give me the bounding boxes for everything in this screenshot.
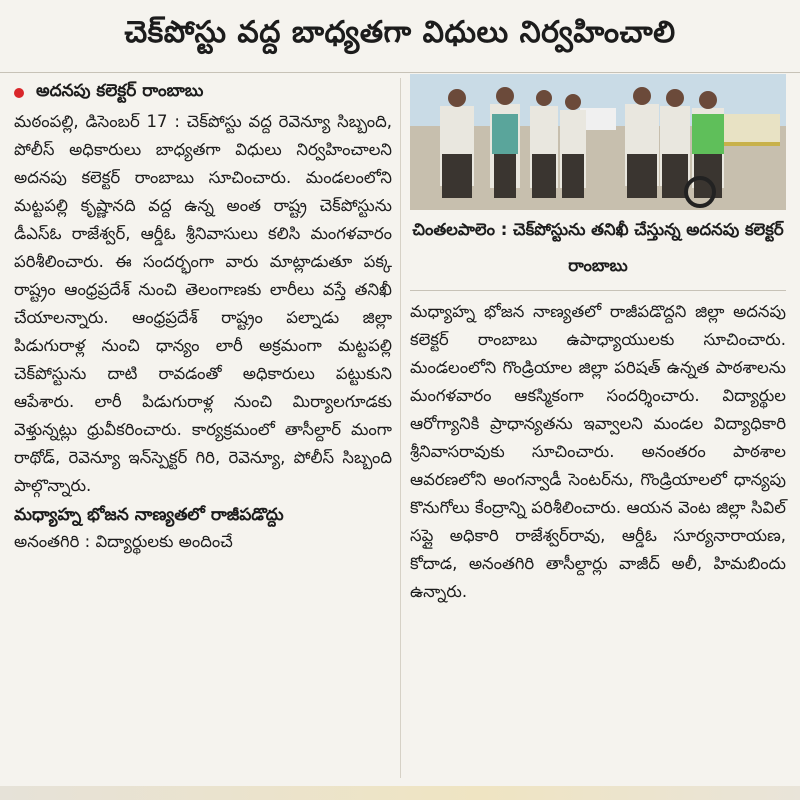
column-divider [400,78,401,778]
byline [14,78,392,108]
subheadline: మధ్యాహ్న భోజన నాణ్యతలో రాజీపడొద్దు [14,505,284,525]
right-column [410,298,786,606]
article2-intro: అనంతగిరి : విద్యార్థులకు అందించే [14,532,233,551]
headline: చెక్‌పోస్టు వద్ద బాధ్యతగా విధులు నిర్వహించాలి [0,0,800,73]
article2-body: మధ్యాహ్న భోజన నాణ్యతలో రాజీపడొద్దని జిల్లా అదనపు కలెక్టర్ రాంబాబు ఉపాధ్యాయులకు సూచించారు. మండలంలోని గొండ్రియాల జిల్లా పరిషత్ ఉన్నత పాఠశాలను మంగళవారం ఆకస్మికంగా సందర్శించారు. విద్యార్థుల ఆరోగ్యానికి ప్రాధాన్యతను ఇవ్వాలని మండల విద్యాధికారి శ్రీనివాసరావుకు సూచించారు. అనంతరం పాఠశాల ఆవరణలోని అంగన్వాడీ సెంటర్‌ను, గొండ్రియాలలో ధాన్యపు కొనుగోలు కేంద్రాన్ని పరిశీలించారు. ఆయన వెంట జిల్లా సివిల్ సప్లై అధికారి రాజేశ్వర్‌రావు, ఆర్డీఓ సూర్యనారాయణ, కోదాడ, అనంతగిరి తాసీల్దార్లు వాజీద్ అలీ, హిమబిందు ఉన్నారు. [410,302,786,601]
news-photo [410,74,786,210]
article-body: మఠంపల్లి, డిసెంబర్ 17 : చెక్‌పోస్టు వద్ద రెవెన్యూ సిబ్బంది, పోలీస్ అధికారులు బాధ్యతగా విధులు నిర్వహించాలని అదనపు కలెక్టర్ రాంబాబు సూచించారు. మండలంలోని మట్టపల్లి కృష్ణానది వద్ద ఉన్న అంత రాష్ట్ర చెక్‌పోస్టును డీఎస్‌ఓ రాజేశ్వర్, ఆర్డీఓ శ్రీనివాసులు కలిసి మంగళవారం పరిశీలించారు. ఈ సందర్భంగా వారు మాట్లాడుతూ పక్క రాష్ట్రం ఆంధ్రప్రదేశ్ నుంచి తెలంగాణకు లారీలు వస్తే తనిఖీ చేయాలన్నారు. ఆంధ్రప్రదేశ్ రాష్ట్రం పల్నాడు జిల్లా పిడుగురాళ్ల నుంచి ధాన్యం లారీ అక్రమంగా మట్టపల్లి చెక్‌పోస్టును దాటి రావడంతో అధికారులు పట్టుకుని ఆపేశారు. లారీ పిడుగురాళ్ల నుంచి మిర్యాలగూడకు వెళ్తున్నట్లు ధ్రువీకరించారు. కార్యక్రమంలో తాసీల్దార్ మంగా రాథోడ్, రెవెన్యూ ఇన్‌స్పెక్టర్ గిరి, రెవెన్యూ, పోలీస్ సిబ్బంది పాల్గొన్నారు. [14,112,392,495]
bullet-icon [14,88,24,98]
photo-illustration [410,74,786,210]
photo-caption: చింతలపాలెం : చెక్‌పోస్టును తనిఖీ చేస్తున్న అదనపు కలెక్టర్ రాంబాబు [410,212,786,291]
footer-strip [0,786,800,800]
left-column [14,78,392,556]
byline-text: అదనపు కలెక్టర్ రాంబాబు [36,81,204,101]
